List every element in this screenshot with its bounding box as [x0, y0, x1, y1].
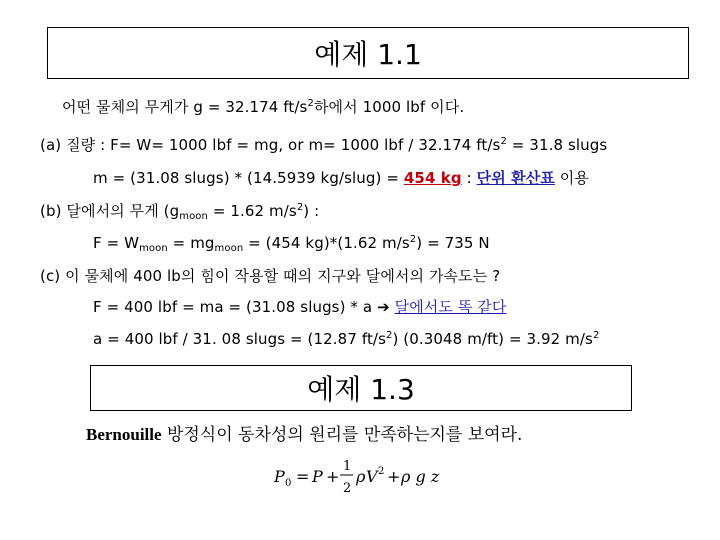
- part-b-pre: (b) 달에서의 무게 (g: [40, 202, 180, 220]
- intro-tail: 하에서 1000 lbf 이다.: [313, 98, 465, 116]
- accel-eq-sup2: 2: [592, 330, 600, 341]
- part-c-question: (c) 이 물체에 400 lb의 힘이 작용할 때의 지구와 달에서의 가속도는 ?: [40, 267, 501, 285]
- weight-eq-sup: 2: [409, 234, 417, 245]
- accel-eq-post: ) (0.3048 m/ft) = 3.92 m/s: [392, 330, 593, 348]
- part-a-sup: 2: [500, 136, 507, 147]
- example-1-3-title-box: [90, 365, 632, 411]
- formula-rgz: ρ g z: [401, 467, 440, 486]
- weight-eq-sub2: moon: [214, 243, 244, 254]
- example-1-1-title: 예제 1.1: [314, 38, 422, 71]
- accel-eq-pre: a = 400 lbf / 31. 08 slugs = (12.87 ft/s: [93, 330, 386, 348]
- weight-eq-a: F = W: [93, 234, 140, 252]
- bernoulli-name: Bernouille: [86, 425, 162, 444]
- part-a-pre: (a) 질량 : F= W= 1000 lbf = mg, or m= 1000 lbf / 32.174 ft/s: [40, 136, 501, 154]
- mass-conversion-text: m = (31.08 slugs) * (14.5939 kg/slug) =: [93, 169, 404, 187]
- part-b-sup: 2: [296, 202, 304, 213]
- formula-v-sup: 2: [378, 466, 385, 477]
- example-1-1-title-box: [47, 27, 689, 79]
- force-eq-text: F = 400 lbf = ma = (31.08 slugs) * a: [93, 298, 378, 316]
- formula-rho: ρ: [356, 467, 366, 486]
- intro-sup: 2: [307, 98, 314, 109]
- part-c-line-1: [40, 265, 500, 286]
- formula-plus2: +: [387, 467, 401, 486]
- formula-num: 1: [343, 459, 352, 474]
- formula-den: 2: [343, 481, 352, 496]
- unit-table-note: 단위 환산표: [476, 169, 555, 187]
- part-c-line-2: [93, 296, 506, 317]
- part-c-line-3: [93, 330, 599, 348]
- weight-eq-b: = mg: [167, 234, 215, 252]
- part-b-end: ) :: [303, 202, 320, 220]
- intro-line: [62, 96, 464, 117]
- same-on-moon-note: 달에서도 똑 같다: [394, 298, 507, 316]
- part-a-post: = 31.8 slugs: [506, 136, 608, 154]
- formula-plus1: +: [326, 467, 340, 486]
- example-1-3-title: 예제 1.3: [307, 373, 415, 406]
- part-a-line-1: [40, 134, 607, 155]
- bernoulli-question: [86, 420, 522, 445]
- mass-result: 454 kg: [403, 169, 462, 187]
- weight-eq-c: = (454 kg)*(1.62 m/s: [243, 234, 410, 252]
- accel-eq-sup1: 2: [386, 330, 393, 341]
- right-arrow-icon: ➔: [377, 298, 390, 316]
- formula-p: P: [312, 467, 323, 486]
- formula-v: V: [366, 467, 378, 486]
- mass-separator: :: [461, 169, 477, 187]
- weight-eq-d: ) = 735 N: [416, 234, 490, 252]
- bernoulli-text: 방정식이 동차성의 원리를 만족하는지를 보여라.: [161, 425, 523, 445]
- part-b-post: = 1.62 m/s: [207, 202, 297, 220]
- intro-text: 어떤 물체의 무게가 g = 32.174 ft/s: [62, 98, 308, 116]
- formula-lhs-sub: 0: [285, 478, 292, 489]
- formula-eq: =: [296, 467, 310, 486]
- part-b-line-1: [40, 200, 319, 221]
- bernoulli-formula: [272, 452, 472, 502]
- part-a-line-2: [93, 167, 589, 188]
- formula-lhs: P: [274, 467, 285, 486]
- usage-note: 이용: [554, 169, 589, 187]
- weight-eq-sub1: moon: [139, 243, 168, 254]
- part-b-line-2: [93, 234, 490, 252]
- part-b-sub: moon: [179, 211, 208, 222]
